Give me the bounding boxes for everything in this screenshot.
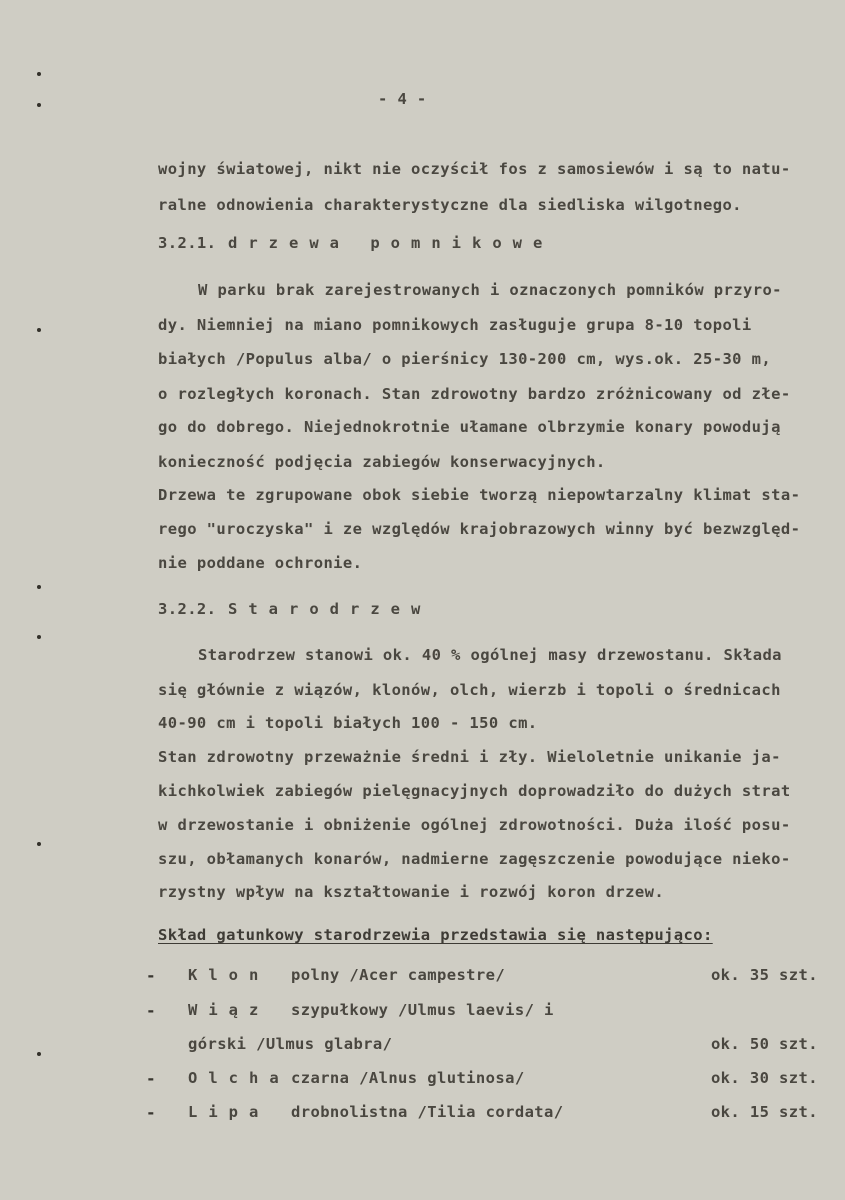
text-line: ralne odnowienia charakterystyczne dla siedliska wilgotnego. [158,196,742,214]
list-dash: - [146,966,157,985]
species-heading: Skład gatunkowy starodrzewia przedstawia się następująco: [158,926,713,944]
species-row-continuation [146,1037,818,1059]
text-line: go do dobrego. Niejednokrotnie ułamane olbrzymie konary powodują [158,418,781,436]
species-name: Lipa [188,1103,270,1121]
text-line: Starodrzew stanowi ok. 40 % ogólnej masy drzewostanu. Składa [198,646,782,664]
edge-mark [37,103,41,107]
section-number: 3.2.1. [158,234,217,252]
species-description: czarna /Alnus glutinosa/ [291,1069,525,1087]
section-title: Starodrzew [228,600,432,618]
species-row [146,1105,818,1127]
section-title: drzewa pomnikowe [228,234,554,252]
species-quantity: ok. 30 szt. [710,1069,818,1087]
edge-mark [37,1052,41,1056]
text-line: wojny światowej, nikt nie oczyścił fos z samosiewów i są to natu- [158,160,791,178]
text-line: w drzewostanie i obniżenie ogólnej zdrowotności. Duża ilość posu- [158,816,791,834]
species-description: szypułkowy /Ulmus laevis/ i [291,1001,554,1019]
species-row [146,1003,818,1025]
text-line: dy. Niemniej na miano pomnikowych zasługuje grupa 8-10 topoli [158,316,752,334]
text-line: o rozległych koronach. Stan zdrowotny bardzo zróżnicowany od złe- [158,385,791,403]
species-description: polny /Acer campestre/ [291,966,506,984]
edge-mark [37,328,41,332]
species-quantity: ok. 50 szt. [710,1035,818,1053]
text-line: Stan zdrowotny przeważnie średni i zły. Wieloletnie unikanie ja- [158,748,781,766]
text-line: szu, obłamanych konarów, nadmierne zagęszczenie powodujące nieko- [158,850,791,868]
text-line: Drzewa te zgrupowane obok siebie tworzą niepowtarzalny klimat sta- [158,486,801,504]
text-line: rego "uroczyska" i ze względów krajobrazowych winny być bezwzględ- [158,520,801,538]
list-dash: - [146,1001,157,1020]
species-row [146,968,818,990]
species-description: drobnolistna /Tilia cordata/ [291,1103,564,1121]
list-dash: - [146,1069,157,1088]
text-line: białych /Populus alba/ o pierśnicy 130-200 cm, wys.ok. 25-30 m, [158,350,772,368]
species-name: Olcha [188,1069,290,1087]
edge-mark [37,72,41,76]
section-number: 3.2.2. [158,600,217,618]
text-line: kichkolwiek zabiegów pielęgnacyjnych doprowadziło do dużych strat [158,782,791,800]
text-line: się głównie z wiązów, klonów, olch, wierzb i topoli o średnicach [158,681,781,699]
page-number: - 4 - [378,90,427,108]
species-description-continuation: górski /Ulmus glabra/ [188,1035,393,1053]
edge-mark [37,585,41,589]
species-name: Klon [188,966,270,984]
species-name: Wiąz [188,1001,270,1019]
species-quantity: ok. 15 szt. [710,1103,818,1121]
text-line: W parku brak zarejestrowanych i oznaczonych pomników przyro- [198,281,782,299]
text-line: konieczność podjęcia zabiegów konserwacyjnych. [158,453,606,471]
text-line: nie poddane ochronie. [158,554,363,572]
text-line: 40-90 cm i topoli białych 100 - 150 cm. [158,714,538,732]
edge-mark [37,635,41,639]
text-line: rzystny wpływ na kształtowanie i rozwój koron drzew. [158,883,665,901]
species-quantity: ok. 35 szt. [710,966,818,984]
list-dash: - [146,1103,157,1122]
edge-mark [37,842,41,846]
species-row [146,1071,818,1093]
